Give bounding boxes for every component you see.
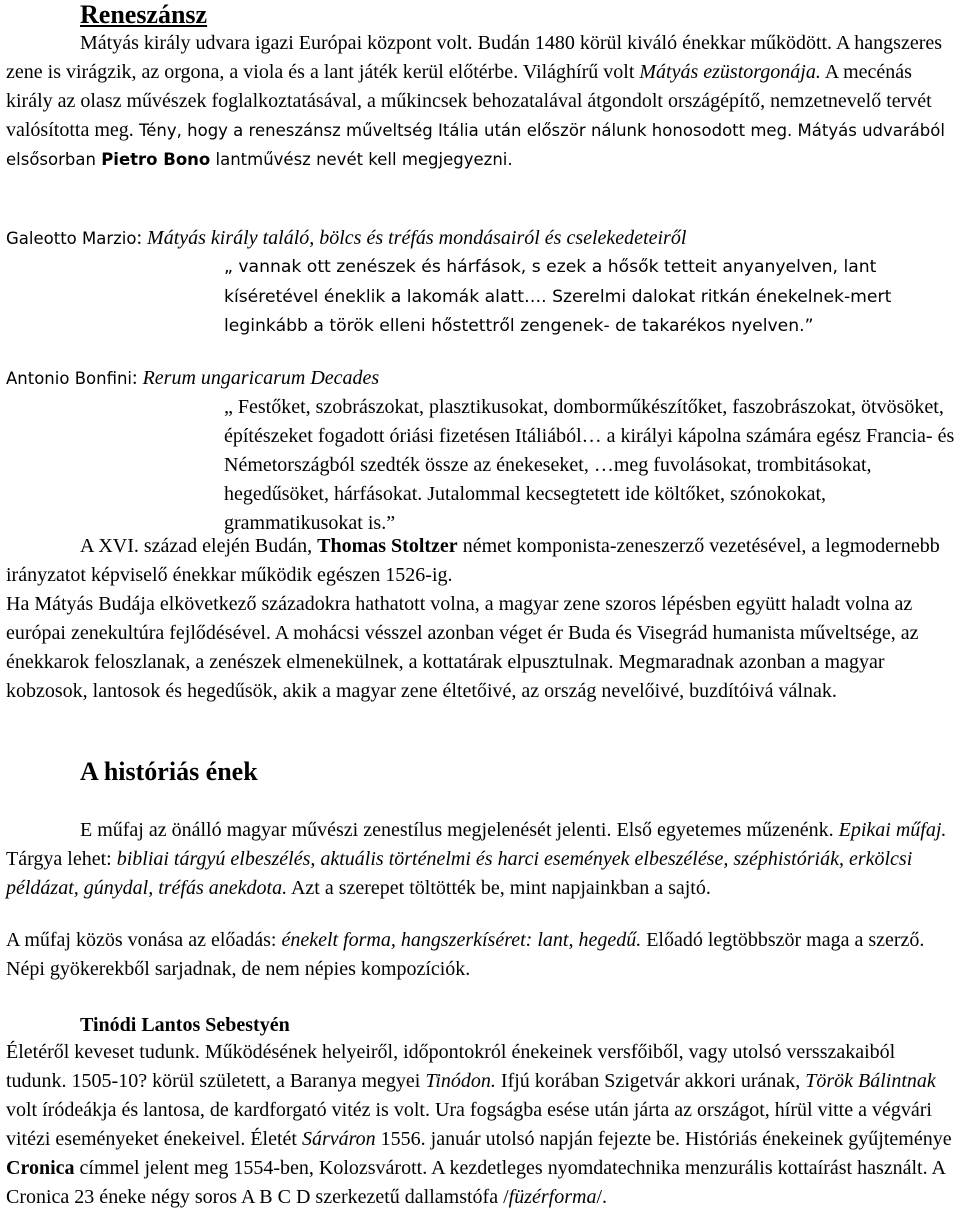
historias-p1-text-3: Azt a szerepet töltötték be, mint napjainkban a sajtó. — [287, 877, 711, 899]
section-title-tinodi: Tinódi Lantos Sebestyén — [80, 1014, 290, 1036]
intro-sans-text-2: lantművész nevét kell megjegyezni. — [210, 150, 513, 169]
tinodi-bold-cronica: Cronica — [6, 1157, 75, 1179]
stoltzer-paragraph — [6, 532, 952, 590]
historias-p1-italic-topics: bibliai tárgyú elbeszélés, aktuális történelmi és harci események elbeszélése, széphistóriák, erkölcsi példázat, gúnydal, tréfás anekdota. — [6, 848, 913, 899]
historias-p2-italic: énekelt forma, hangszerkíséret: lant, hegedű. — [281, 929, 642, 951]
tinodi-text-c: volt íródeákja és lantosa, de kardforgató vitéz is volt. Ura fogságba esése után járta az országot, hírül vitte a végvári vitézi eseményeket énekeivel. Életét — [6, 1099, 932, 1150]
tinodi-paragraph — [6, 1038, 952, 1212]
tinodi-text-a: Életéről keveset tudunk. Működésének helyeiről, időpontokról énekeinek versfőiből, vagy utolsó versszakaiból tudunk. 1505-10? körül született, a Baranya megyei — [6, 1041, 896, 1092]
tinodi-text-b: Ifjú korában Szigetvár akkori urának, — [495, 1070, 806, 1092]
galeotto-colon: : — [136, 227, 143, 249]
pietro-bono-name: Pietro Bono — [101, 150, 211, 169]
buda-paragraph: Ha Mátyás Budája elkövetkező századokra hathatott volna, a magyar zene szoros lépésben együtt haladt volna az európai zenekultúra fejlődésével. A mohácsi vésszel azonban véget ér Buda és Visegrád humanista műveltsége, az énekkarok feloszlanak, a zenészek elmenekülnek, a kottatárak elpusztulnak. Megmaradnak azonban a magyar kobzosok, lantosok és hegedűsök, akik a magyar zene éltetőivé, az ország nevelőivé, buzdítóivá válnak. — [6, 593, 919, 702]
intro-italic-organ: Mátyás ezüstorgonája. — [639, 61, 821, 83]
historias-p2-text-2: Előadó legtöbbször maga a szerző. Népi gyökerekből sarjadnak, de nem népies kompozíciók. — [6, 929, 925, 980]
bonfini-author: Antonio Bonfini — [6, 369, 132, 388]
historias-p1-text-2: Tárgya lehet: — [6, 848, 117, 870]
bonfini-colon: : — [132, 367, 138, 389]
tinodi-italic-place: Tinódon. — [425, 1070, 496, 1092]
section-title-historias: A históriás ének — [80, 757, 258, 786]
historias-paragraph-1 — [6, 816, 952, 903]
tinodi-italic-form: füzérforma — [508, 1186, 597, 1208]
galeotto-work: Mátyás király találó, bölcs és tréfás mondásairól és cselekedeteiről — [142, 227, 687, 249]
intro-sans-text: Tény, hogy a reneszánsz műveltség Itália után először nálunk honosodott meg. Mátyás udvarából elsősorban — [6, 121, 945, 169]
section-title-renaissance: Reneszánsz — [80, 0, 208, 29]
bonfini-work: Rerum ungaricarum Decades — [137, 367, 380, 389]
galeotto-heading — [6, 224, 952, 253]
historias-paragraph-2 — [6, 926, 952, 984]
tinodi-text-e: címmel jelent meg 1554-ben, Kolozsvárott. A kezdetleges nyomdatechnika menzurális kottaírást használt. A Cronica 23 éneke négy soros A B C D szerkezetű dallamstófa / — [6, 1157, 945, 1208]
intro-text: Mátyás király udvara igazi Európai központ volt. Budán 1480 körül kiváló énekkar működött. A hangszeres zene is virágzik, az orgona, a viola és a lant játék kerül előtérbe. Világhírű volt — [6, 32, 943, 83]
bonfini-quote: „ Festőket, szobrászokat, plasztikusokat, domborműkészítőket, faszobrászokat, ötvösöket, építészeket fogadott óriási fizetésen Itáliából… a királyi kápolna számára egész Francia- és Németországból szedték össze az énekeseket, …meg fuvolásokat, trombitásokat, hegedűsöket, hárfásokat. Jutalommal kecsegtetett ide költőket, szónokokat, grammatikusokat is.” — [224, 396, 955, 534]
historias-p1-text: E műfaj az önálló magyar művészi zenestílus megjelenését jelenti. Első egyetemes műzenénk. — [80, 819, 839, 841]
bonfini-heading — [6, 364, 952, 393]
intro-text-2: A mecénás király az olasz művészek foglalkoztatásával, a műkincsek behozatalával átgondolt országépítő, nemzetnevelő tervét valósította meg. — [6, 61, 932, 141]
tinodi-italic-sarvar: Sárváron — [301, 1128, 376, 1150]
tinodi-text-d: 1556. január utolsó napján fejezte be. Históriás énekeinek gyűjteménye — [375, 1128, 952, 1150]
stoltzer-text-2: német komponista-zeneszerző vezetésével, a legmodernebb irányzatot képviselő énekkar működik egészen 1526-ig. — [6, 535, 940, 586]
tinodi-text-f: /. — [596, 1186, 608, 1208]
tinodi-italic-name: Török Bálintnak — [805, 1070, 936, 1092]
stoltzer-text: A XVI. század elején Budán, — [80, 535, 318, 557]
galeotto-quote: „ vannak ott zenészek és hárfások, s ezek a hősők tetteit anyanyelven, lant kíséretével éneklik a lakomák alatt…. Szerelmi dalokat ritkán énekelnek-mert leginkább a török elleni hőstettről zengenek- de takarékos nyelven.” — [224, 257, 892, 336]
historias-p1-italic-genre: Epikai műfaj. — [838, 819, 947, 841]
renaissance-intro-paragraph — [6, 29, 952, 174]
galeotto-author: Galeotto Marzio — [6, 229, 137, 248]
historias-p2-text: A műfaj közös vonása az előadás: — [6, 929, 282, 951]
stoltzer-name: Thomas Stoltzer — [317, 535, 458, 557]
